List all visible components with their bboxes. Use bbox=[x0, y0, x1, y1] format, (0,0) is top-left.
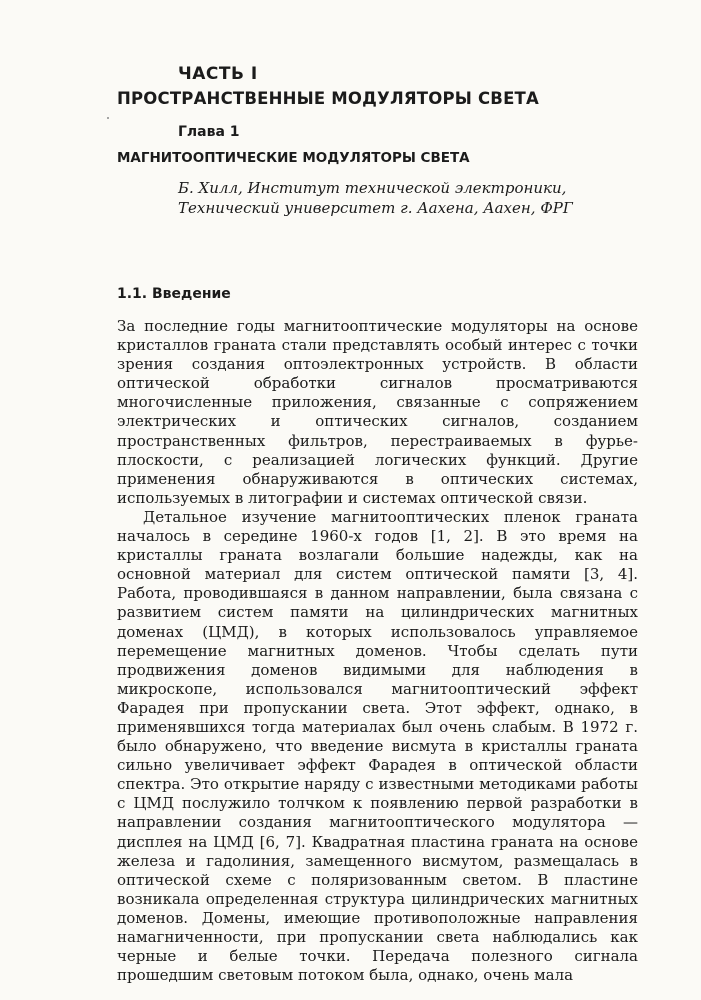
author-line-1: Б. Хилл, Институт технической электроники, bbox=[178, 179, 567, 197]
body-text bbox=[117, 317, 638, 985]
chapter-label: Глава 1 bbox=[178, 124, 240, 140]
author-line-2: Технический университет г. Аахена, Аахен, ФРГ bbox=[178, 199, 573, 217]
author-block bbox=[178, 178, 573, 218]
print-speck bbox=[107, 117, 109, 119]
part-label: ЧАСТЬ I bbox=[178, 64, 258, 84]
section-title: 1.1. Введение bbox=[117, 286, 231, 302]
chapter-title: МАГНИТООПТИЧЕСКИЕ МОДУЛЯТОРЫ СВЕТА bbox=[117, 150, 470, 166]
part-title: ПРОСТРАНСТВЕННЫЕ МОДУЛЯТОРЫ СВЕТА bbox=[117, 89, 539, 108]
paragraph: Детальное изучение магнитооптических пленок граната началось в середине 1960-х годов [1, 2]. В это время на кристаллы граната возлагали большие надежды, как на основной материал для систем оптической памяти [3, 4]. Работа, проводившаяся в данном направлении, была связана с развитием систем памяти на цилиндрических магнитных доменах (ЦМД), в которых использовалось управляемое перемещение магнитных доменов. Чтобы сделать пути продвижения доменов видимыми для наблюдения в микроскопе, использовался магнитооптический эффект Фарадея при пропускании света. Этот эффект, однако, в применявшихся тогда материалах был очень слабым. В 1972 г. было обнаружено, что введение висмута в кристаллы граната сильно увеличивает эффект Фарадея в оптической области спектра. Это открытие наряду с известными методиками работы с ЦМД послужило толчком к появлению первой разработки в направлении создания магнитооптического модулятора — дисплея на ЦМД [6, 7]. Квадратная пластина граната на основе железа и гадолиния, замещенного висмутом, размещалась в оптической схеме с поляризованным светом. В пластине возникала определенная структура цилиндрических магнитных доменов. Домены, имеющие противоположные направления намагниченности, при пропускании света наблюдались как черные и белые точки. Передача полезного сигнала прошедшим световым потоком была, однако, очень мала bbox=[117, 507, 638, 985]
paragraph: За последние годы магнитооптические модуляторы на основе кристаллов граната стали представлять особый интерес с точки зрения создания оптоэлектронных устройств. В области оптической обработки сигналов просматриваются многочисленные приложения, связанные с сопряжением электрических и оптических сигналов, созданием пространственных фильтров, перестраиваемых в фурье-плоскости, с реализацией логических функций. Другие применения обнаруживаются в оптических системах, используемых в литографии и системах оптической связи. bbox=[117, 317, 638, 507]
